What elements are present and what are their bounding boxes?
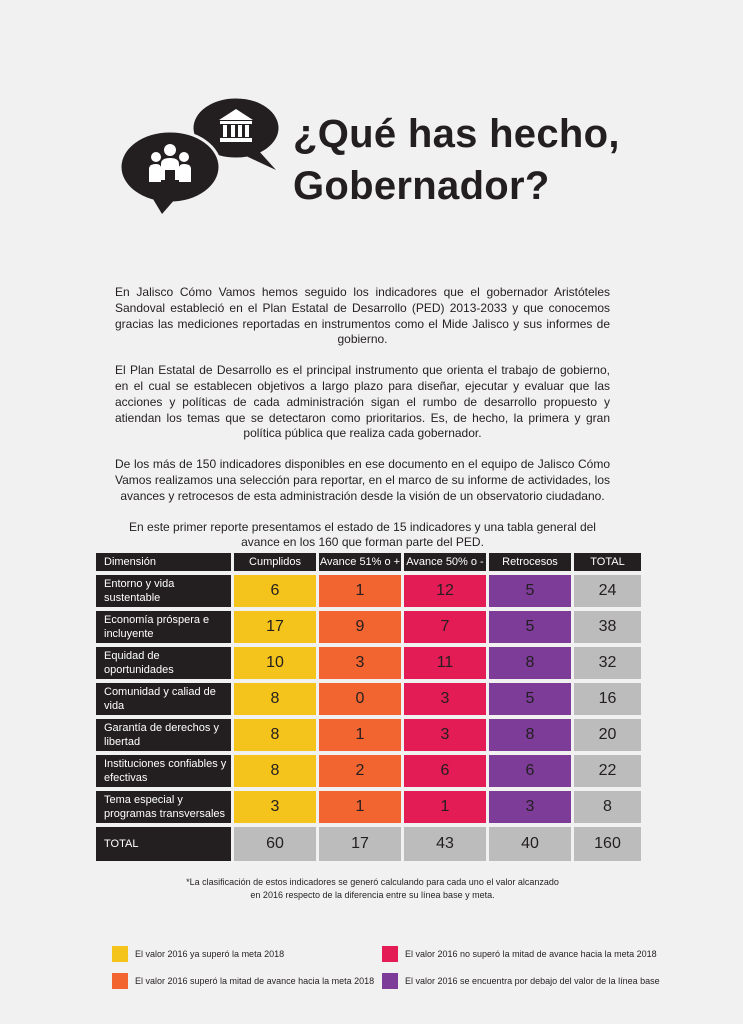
header-total: TOTAL	[574, 553, 641, 571]
footnote-line-2: en 2016 respecto de la diferencia entre su línea base y meta.	[250, 890, 495, 900]
legend-label: El valor 2016 no superó la mitad de avance hacia la meta 2018	[405, 949, 657, 959]
table-header-row	[96, 553, 641, 571]
cell-retrocesos: 8	[489, 647, 571, 679]
footnote	[150, 876, 595, 902]
row-dimension: Instituciones confiables y efectivas	[96, 755, 231, 787]
intro-paragraph-2: El Plan Estatal de Desarrollo es el principal instrumento que orienta el trabajo de gobierno, en el cual se establecen objetivos a largo plazo para diseñar, ejecutar y evaluar que las acciones y políticas de cada administración sigan el rumbo de desarrollo propuesto y atiendan los temas que se detectaron como prioritarios. Es, de hecho, la primera y gran política pública que realiza cada gobernador.	[115, 363, 610, 441]
table-row	[96, 755, 641, 787]
legend-item-yellow	[112, 946, 284, 962]
people-group-icon	[120, 131, 220, 214]
cell-total: 32	[574, 647, 641, 679]
cell-cumplidos: 8	[234, 755, 316, 787]
header-avance-51: Avance 51% o +	[319, 553, 401, 571]
intro-paragraph-1: En Jalisco Cómo Vamos hemos seguido los indicadores que el gobernador Aristóteles Sandoval estableció en el Plan Estatal de Desarrollo (PED) 2013-2033 y que conocemos gracias las mediciones reportadas en instrumentos como el Mide Jalisco y sus informes de gobierno.	[115, 285, 610, 347]
table-row	[96, 683, 641, 715]
legend-swatch-yellow	[112, 946, 128, 962]
table-row	[96, 575, 641, 607]
cell-cumplidos: 6	[234, 575, 316, 607]
intro-paragraph-3: De los más de 150 indicadores disponibles en ese documento en el equipo de Jalisco Cómo Vamos realizamos una selección para reportar, en el marco de su informe de actividades, los avances y retrocesos de esta administración desde la visión de un observatorio ciudadano.	[115, 457, 610, 503]
cell-cumplidos: 10	[234, 647, 316, 679]
cell-retrocesos: 5	[489, 611, 571, 643]
cell-avance-51: 1	[319, 719, 401, 751]
row-dimension: Comunidad y caliad de vida	[96, 683, 231, 715]
row-dimension: Entorno y vida sustentable	[96, 575, 231, 607]
legend-swatch-orange	[112, 973, 128, 989]
header-avance-50: Avance 50% o -	[404, 553, 486, 571]
total-total: 160	[574, 827, 641, 861]
title-line-2: Gobernador?	[293, 164, 550, 208]
table-row	[96, 791, 641, 823]
table-total-row	[96, 827, 641, 861]
cell-total: 38	[574, 611, 641, 643]
cell-total: 20	[574, 719, 641, 751]
cell-total: 16	[574, 683, 641, 715]
legend-item-red	[382, 946, 657, 962]
legend-label: El valor 2016 ya superó la meta 2018	[135, 949, 285, 959]
header	[0, 0, 743, 260]
intro-paragraph-4: En este primer reporte presentamos el estado de 15 indicadores y una tabla general del avance en los 160 que forman parte del PED.	[129, 519, 596, 550]
row-dimension: Economía próspera e incluyente	[96, 611, 231, 643]
row-dimension: Garantía de derechos y libertad	[96, 719, 231, 751]
page-title	[293, 108, 620, 212]
cell-retrocesos: 3	[489, 791, 571, 823]
table-row	[96, 719, 641, 751]
cell-cumplidos: 17	[234, 611, 316, 643]
cell-avance-50: 12	[404, 575, 486, 607]
cell-avance-50: 3	[404, 719, 486, 751]
legend-item-orange	[112, 973, 374, 989]
cell-avance-50: 1	[404, 791, 486, 823]
cell-avance-50: 3	[404, 683, 486, 715]
header-retrocesos: Retrocesos	[489, 553, 571, 571]
title-line-1: ¿Qué has hecho,	[293, 112, 620, 156]
legend-label: El valor 2016 se encuentra por debajo del valor de la línea base	[405, 976, 660, 986]
cell-avance-50: 11	[404, 647, 486, 679]
speech-bubbles-logo	[118, 90, 288, 215]
row-dimension: Equidad de oportunidades	[96, 647, 231, 679]
cell-total: 24	[574, 575, 641, 607]
row-dimension: Tema especial y programas transversales	[96, 791, 231, 823]
total-cumplidos: 60	[234, 827, 316, 861]
cell-avance-51: 1	[319, 575, 401, 607]
total-avance-51: 17	[319, 827, 401, 861]
cell-avance-50: 7	[404, 611, 486, 643]
cell-retrocesos: 5	[489, 575, 571, 607]
cell-avance-50: 6	[404, 755, 486, 787]
total-avance-50: 43	[404, 827, 486, 861]
cell-total: 8	[574, 791, 641, 823]
header-cumplidos: Cumplidos	[234, 553, 316, 571]
cell-retrocesos: 8	[489, 719, 571, 751]
cell-avance-51: 1	[319, 791, 401, 823]
legend-label: El valor 2016 superó la mitad de avance hacia la meta 2018	[135, 976, 375, 986]
cell-total: 22	[574, 755, 641, 787]
indicators-table	[93, 549, 644, 865]
table-row	[96, 647, 641, 679]
cell-retrocesos: 5	[489, 683, 571, 715]
table-row	[96, 611, 641, 643]
intro-text	[115, 285, 610, 566]
cell-cumplidos: 8	[234, 719, 316, 751]
cell-avance-51: 2	[319, 755, 401, 787]
cell-retrocesos: 6	[489, 755, 571, 787]
footnote-line-1: *La clasificación de estos indicadores se generó calculando para cada uno el valor alcanzado	[186, 877, 559, 887]
cell-avance-51: 3	[319, 647, 401, 679]
legend-swatch-red	[382, 946, 398, 962]
legend-swatch-purple	[382, 973, 398, 989]
total-label: TOTAL	[96, 827, 231, 861]
cell-cumplidos: 8	[234, 683, 316, 715]
cell-cumplidos: 3	[234, 791, 316, 823]
cell-avance-51: 0	[319, 683, 401, 715]
total-retrocesos: 40	[489, 827, 571, 861]
cell-avance-51: 9	[319, 611, 401, 643]
legend-item-purple	[382, 973, 660, 989]
header-dimension: Dimensión	[96, 553, 231, 571]
